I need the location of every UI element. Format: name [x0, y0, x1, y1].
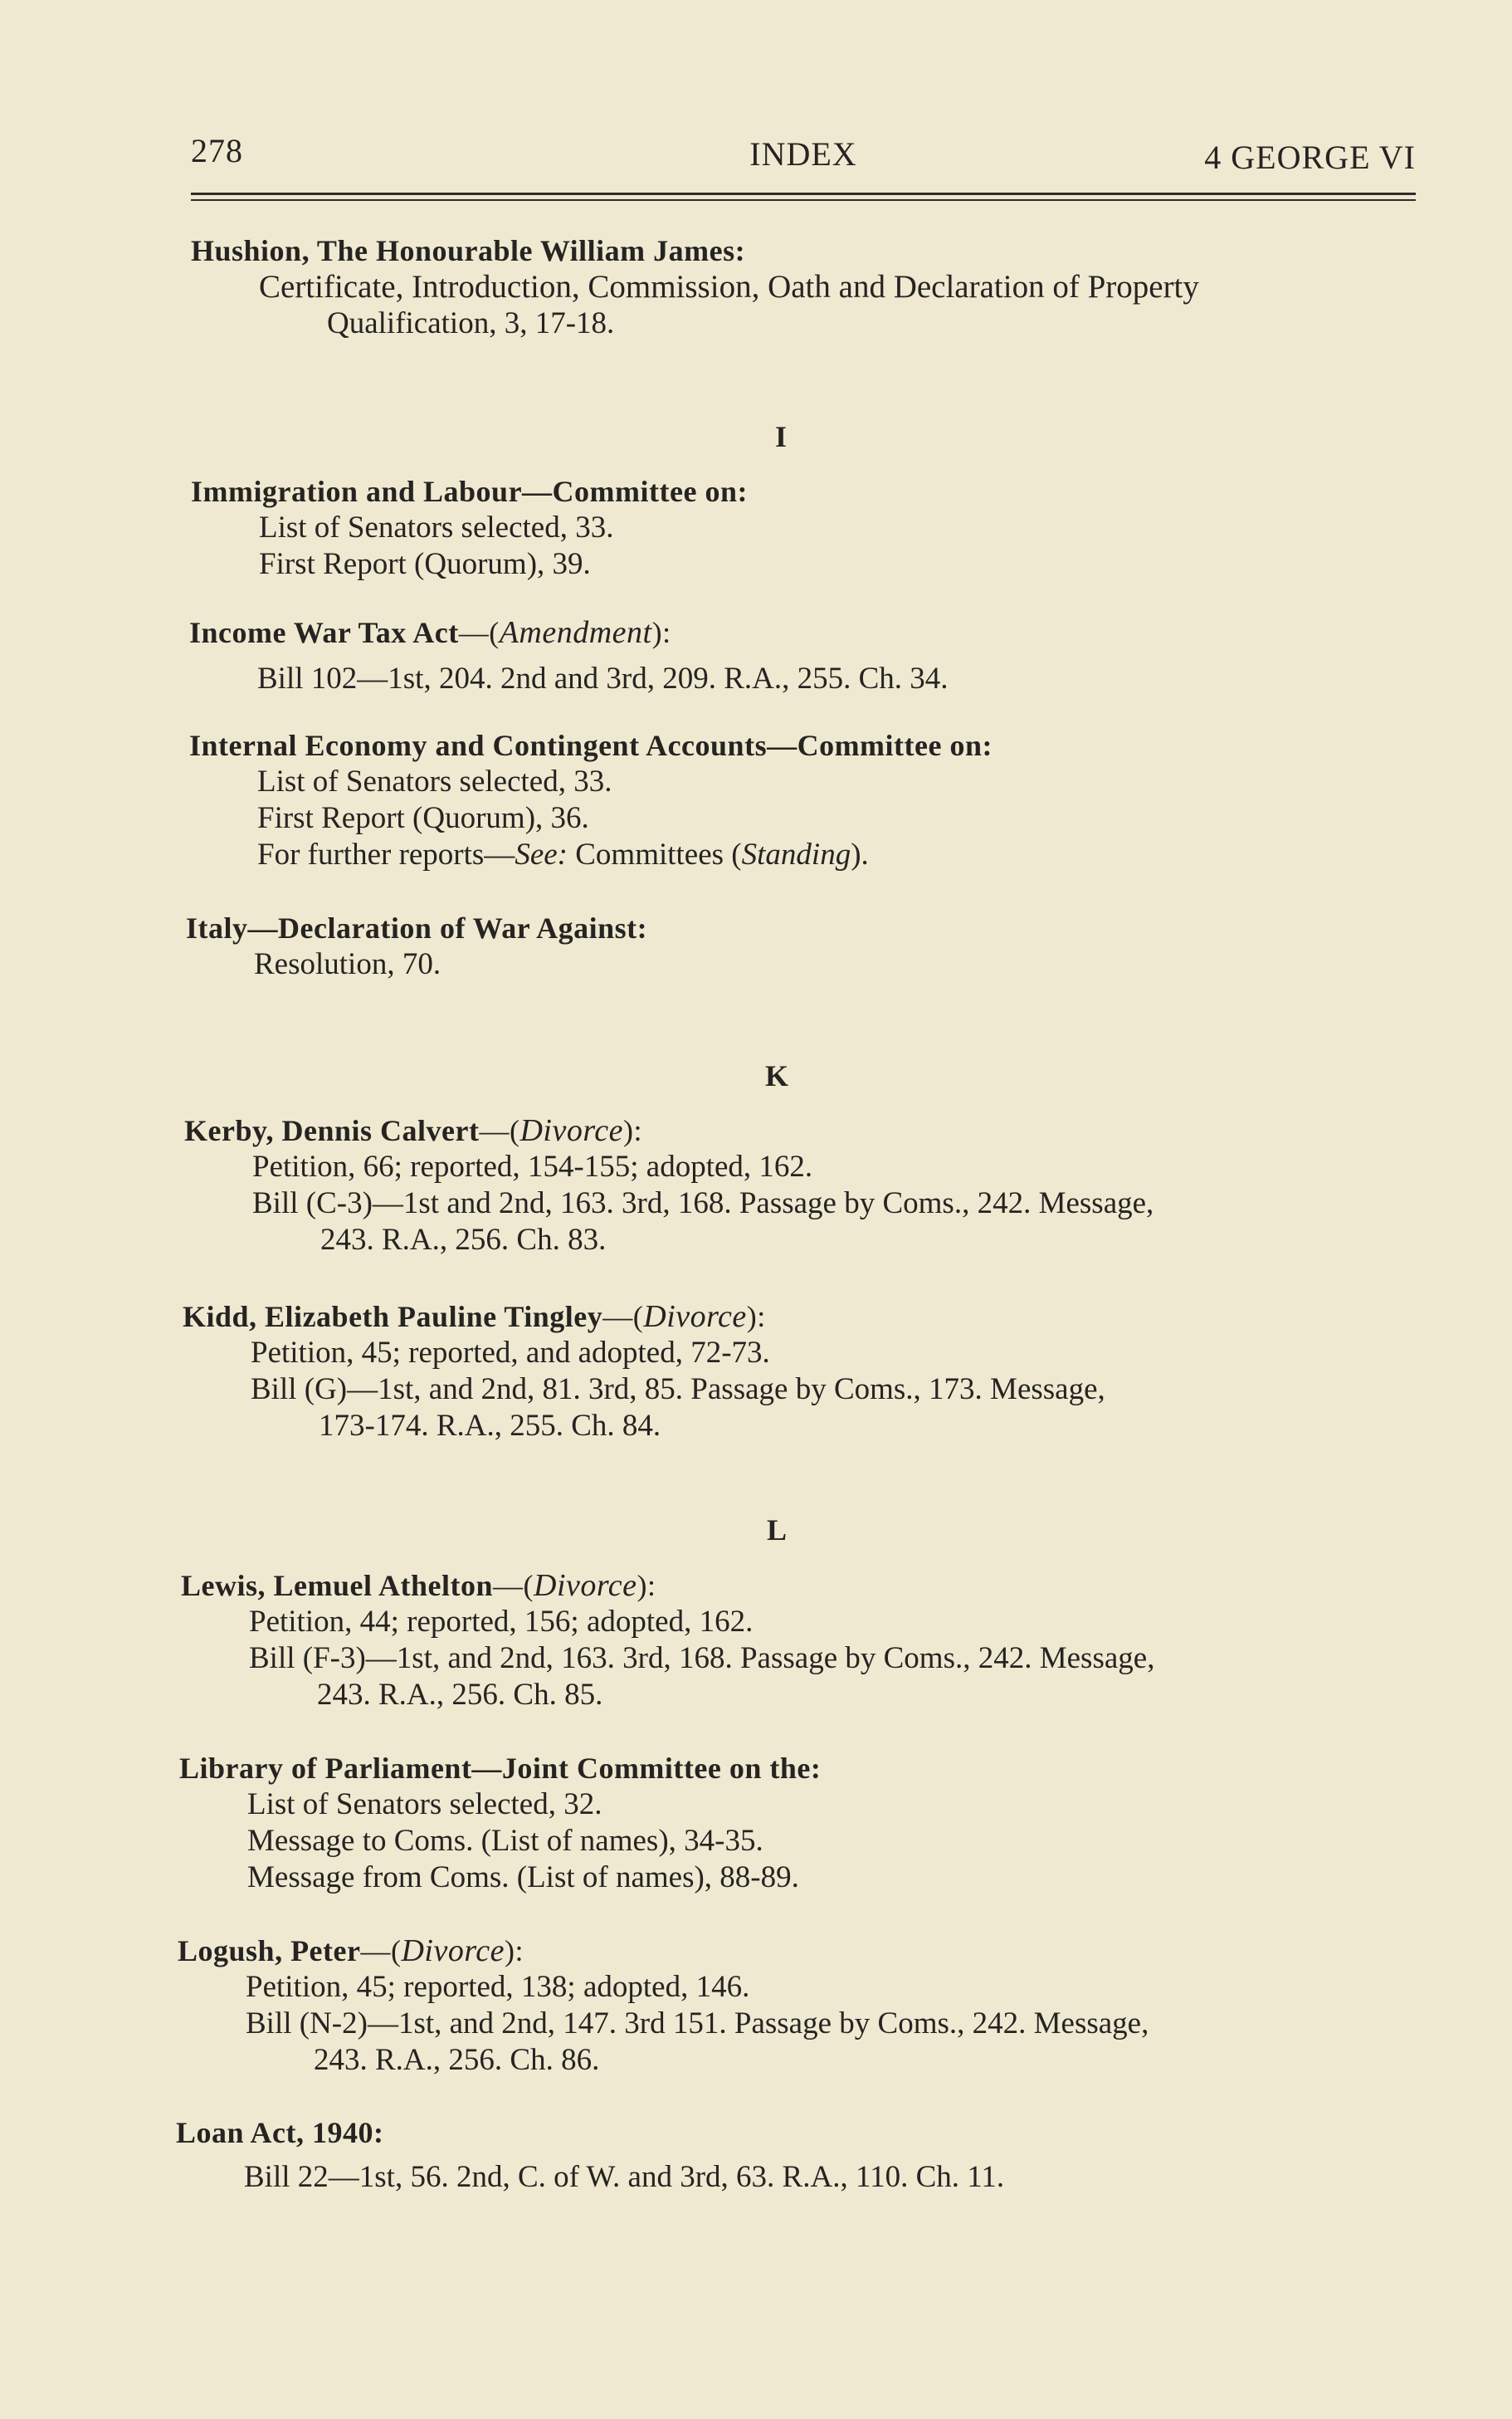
index-entry: [189, 614, 949, 697]
entry-line: List of Senators selected, 33.: [257, 765, 612, 799]
entry-line: Petition, 45; reported, 138; adopted, 146.: [246, 1970, 750, 2004]
entry-heading: Logush, Peter—(Divorce):: [178, 1933, 524, 1968]
entry-line: Bill (F-3)—1st, and 2nd, 163. 3rd, 168. Passage by Coms., 242. Message,: [249, 1641, 1155, 1675]
entry-line: Petition, 44; reported, 156; adopted, 162.: [249, 1605, 754, 1639]
entry-line: Bill 102—1st, 204. 2nd and 3rd, 209. R.A., 255. Ch. 34.: [257, 662, 949, 696]
entry-line: Bill 22—1st, 56. 2nd, C. of W. and 3rd, 63. R.A., 110. Ch. 11.: [244, 2160, 1005, 2194]
section-letter: K: [764, 1059, 788, 1092]
entry-heading: Loan Act, 1940:: [176, 2116, 384, 2149]
regnal-year: 4 GEORGE VI: [1204, 139, 1416, 176]
entry-line: Bill (N-2)—1st, and 2nd, 147. 3rd 151. Passage by Coms., 242. Message,: [246, 2006, 1149, 2040]
entry-line: Certificate, Introduction, Commission, Oath and Declaration of Property: [259, 269, 1199, 305]
entry-line: List of Senators selected, 33.: [259, 511, 614, 545]
header-rule: [191, 193, 1416, 201]
entry-heading: Immigration and Labour—Committee on:: [191, 475, 748, 508]
entry-line: List of Senators selected, 32.: [247, 1787, 602, 1821]
entry-heading: Hushion, The Honourable William James:: [191, 234, 746, 267]
entry-line: Resolution, 70.: [254, 947, 441, 981]
entry-heading: Italy—Declaration of War Against:: [186, 911, 648, 945]
entry-line: Message from Coms. (List of names), 88-89.: [247, 1860, 799, 1894]
entry-heading: Kerby, Dennis Calvert—(Divorce):: [184, 1113, 642, 1148]
entry-line: Bill (C-3)—1st and 2nd, 163. 3rd, 168. Passage by Coms., 242. Message,: [252, 1186, 1154, 1220]
entry-line: Petition, 45; reported, and adopted, 72-73.: [251, 1336, 770, 1370]
index-entry: [178, 1933, 1149, 2079]
entry-line: 243. R.A., 256. Ch. 86.: [314, 2043, 600, 2077]
index-entry: [191, 473, 748, 583]
entry-line: Petition, 66; reported, 154-155; adopted, 162.: [252, 1150, 813, 1184]
index-entry: [176, 2114, 1004, 2196]
entry-heading: Internal Economy and Contingent Accounts—Committee on:: [189, 729, 993, 762]
index-entry: [181, 1567, 1154, 1713]
entry-line: For further reports—See: Committees (Standing).: [257, 838, 869, 872]
entry-line: Message to Coms. (List of names), 34-35.: [247, 1824, 763, 1858]
index-entry: [191, 232, 1199, 342]
page-title: INDEX: [749, 135, 857, 173]
entry-line: 173-174. R.A., 255. Ch. 84.: [319, 1409, 661, 1443]
page-number: 278: [191, 132, 243, 169]
entry-line: Bill (G)—1st, and 2nd, 81. 3rd, 85. Passage by Coms., 173. Message,: [251, 1372, 1105, 1406]
section-letter: L: [766, 1513, 787, 1547]
entry-line: Qualification, 3, 17-18.: [327, 306, 615, 340]
index-entry: [184, 1112, 1154, 1258]
entry-heading: Library of Parliament—Joint Committee on the:: [179, 1752, 822, 1785]
entry-heading: Income War Tax Act—(Amendment):: [189, 615, 671, 650]
entry-line: First Report (Quorum), 39.: [259, 547, 591, 581]
index-entry: [186, 910, 647, 983]
entry-line: 243. R.A., 256. Ch. 83.: [320, 1223, 607, 1257]
index-entry: [189, 727, 993, 873]
entry-heading: Lewis, Lemuel Athelton—(Divorce):: [181, 1568, 656, 1603]
section-letter: I: [774, 420, 787, 453]
entry-heading: Kidd, Elizabeth Pauline Tingley—(Divorce):: [183, 1299, 766, 1334]
entry-line: 243. R.A., 256. Ch. 85.: [317, 1678, 603, 1712]
index-entry: [183, 1298, 1105, 1444]
entry-line: First Report (Quorum), 36.: [257, 801, 589, 835]
running-head: [191, 125, 1416, 174]
index-entry: [179, 1750, 821, 1896]
